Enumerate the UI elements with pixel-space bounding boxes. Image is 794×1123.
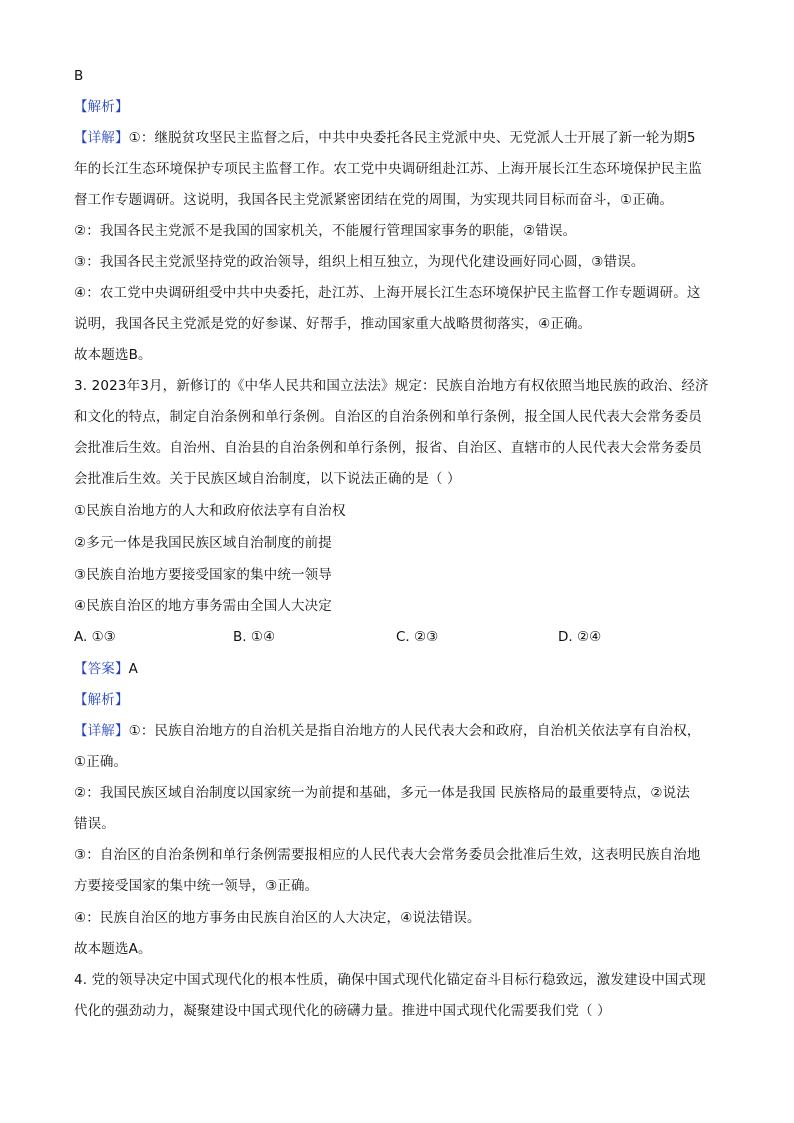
q3-option-b: B. ①④ bbox=[233, 629, 276, 645]
q3-statement-4: ④民族自治区的地方事务需由全国人大决定 bbox=[74, 598, 332, 614]
q3-detail-line-1: ①正确。 bbox=[74, 754, 128, 770]
q3-option-c: C. ②③ bbox=[396, 629, 439, 645]
q3-stem-line-0: 3. 2023年3月，新修订的《中华人民共和国立法法》规定：民族自治地方有权依照当地民族的政治、经济 bbox=[74, 378, 709, 394]
q3-detail-line-5: 方要接受国家的集中统一领导，③正确。 bbox=[74, 878, 319, 894]
q3-detail-line-4: ③：自治区的自治条例和单行条例需要报相应的人民代表大会常务委员会批准后生效，这表明民族自治地 bbox=[74, 847, 701, 863]
q3-stem-line-3: 会批准后生效。关于民族区域自治制度，以下说法正确的是（ ） bbox=[74, 471, 461, 487]
q3-statement-2: ②多元一体是我国民族区域自治制度的前提 bbox=[74, 535, 332, 551]
q3-option-d: D. ②④ bbox=[558, 629, 602, 645]
q3-stem-line-2: 会批准后生效。自治州、自治县的自治条例和单行条例，报省、自治区、直辖市的人民代表大会常务委员 bbox=[74, 440, 702, 456]
q2-detail-line-0 bbox=[74, 128, 724, 148]
q3-detail-line-6: ④：民族自治区的地方事务由民族自治区的人大决定，④说法错误。 bbox=[74, 910, 481, 926]
q3-stem-line-1: 和文化的特点，制定自治条例和单行条例。自治区的自治条例和单行条例，报全国人民代表大会常务委员 bbox=[74, 409, 702, 425]
q3-detail-label: 【详解】 bbox=[74, 723, 129, 739]
q2-detail-line-2: 督工作专题调研。这说明，我国各民主党派紧密团结在党的周围，为实现共同目标而奋斗，①正确。 bbox=[74, 192, 674, 208]
q3-detail-text-0: ①：民族自治地方的自治机关是指自治地方的人民代表大会和政府，自治机关依法享有自治权， bbox=[128, 723, 701, 739]
q3-detail-line-3: 错误。 bbox=[74, 816, 115, 832]
q2-answer-letter: B bbox=[74, 68, 84, 84]
q3-answer-line bbox=[74, 659, 724, 679]
q3-answer-value: A bbox=[128, 661, 138, 677]
q4-stem-line-0: 4. 党的领导决定中国式现代化的根本性质，确保中国式现代化锚定奋斗目标行稳致远，激发建设中国式现 bbox=[74, 972, 706, 988]
q4-stem-line-1: 代化的强劲动力，凝聚建设中国式现代化的磅礴力量。推进中国式现代化需要我们党（ ） bbox=[74, 1003, 611, 1019]
q2-detail-text-0: ①：继脱贫攻坚民主监督之后，中共中央委托各民主党派中央、无党派人士开展了新一轮为期5 bbox=[128, 130, 696, 146]
q3-answer-label: 【答案】 bbox=[74, 661, 129, 677]
q2-detail-line-6: 说明，我国各民主党派是党的好参谋、好帮手，推动国家重大战略贯彻落实，④正确。 bbox=[74, 316, 592, 332]
q2-detail-line-1: 年的长江生态环境保护专项民主监督工作。农工党中央调研组赴江苏、上海开展长江生态环境保护民主监 bbox=[74, 161, 702, 177]
q2-analysis-label: 【解析】 bbox=[74, 99, 129, 115]
q3-detail-line-2: ②：我国民族区域自治制度以国家统一为前提和基础，多元一体是我国 民族格局的最重要特点，②说法 bbox=[74, 785, 690, 801]
q3-detail-line-0 bbox=[74, 721, 724, 741]
q3-statement-1: ①民族自治地方的人大和政府依法享有自治权 bbox=[74, 503, 346, 519]
q3-conclusion: 故本题选A。 bbox=[74, 941, 152, 957]
q2-conclusion: 故本题选B。 bbox=[74, 347, 152, 363]
q2-detail-label: 【详解】 bbox=[74, 130, 129, 146]
q2-detail-line-4: ③：我国各民主党派坚持党的政治领导，组织上相互独立，为现代化建设画好同心圆，③错误。 bbox=[74, 254, 645, 270]
q2-detail-line-5: ④：农工党中央调研组受中共中央委托，赴江苏、上海开展长江生态环境保护民主监督工作专题调研。这 bbox=[74, 285, 701, 301]
q2-detail-line-3: ②：我国各民主党派不是我国的国家机关，不能履行管理国家事务的职能，②错误。 bbox=[74, 223, 577, 239]
q3-option-a: A. ①③ bbox=[74, 629, 116, 645]
q3-analysis-label: 【解析】 bbox=[74, 692, 129, 708]
q3-statement-3: ③民族自治地方要接受国家的集中统一领导 bbox=[74, 567, 332, 583]
